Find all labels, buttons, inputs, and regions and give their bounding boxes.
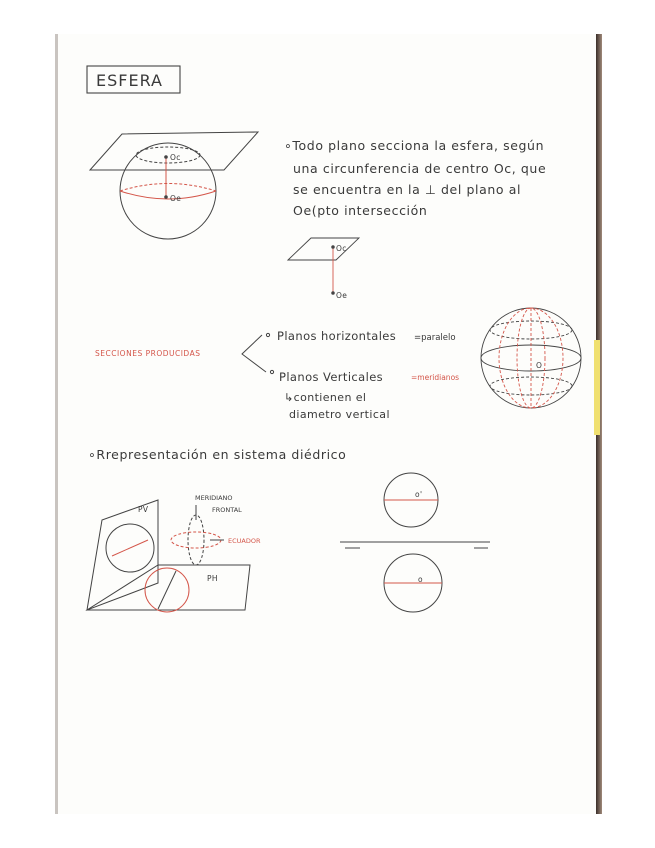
vertical-note: =meridianos: [411, 373, 460, 382]
page-title: ESFERA: [96, 71, 163, 90]
projection-bottom-label: o: [418, 575, 423, 584]
bullet-horizontal: [266, 333, 269, 336]
paragraph-line-2: una circunferencia de centro Oc, que: [293, 161, 547, 176]
secciones-label: SECCIONES PRODUCIDAS: [95, 349, 201, 358]
sub-line-1: ↳contienen el: [284, 391, 367, 404]
paragraph-line-1: ∘Todo plano secciona la esfera, según: [284, 138, 545, 153]
paragraph-line-3: se encuentra en la ⊥ del plano al: [293, 182, 522, 197]
projection-top-label: o': [415, 490, 423, 499]
pv-label: PV: [138, 505, 149, 514]
sphere-plane-figure: [90, 132, 258, 239]
dihedral-figure: [87, 500, 250, 612]
bullet-vertical: [270, 370, 273, 373]
fig2-oe-label: Oe: [336, 291, 348, 300]
meridiano-label-2: FRONTAL: [212, 506, 242, 514]
sub-line-2: diametro vertical: [289, 408, 390, 421]
meridiano-label-1: MERIDIANO: [195, 494, 233, 502]
representacion-heading: ∘Rrepresentación en sistema diédrico: [88, 447, 347, 462]
plane-perpendicular-figure: [288, 238, 359, 294]
horizontal-note: =paralelo: [414, 333, 456, 343]
ph-label: PH: [207, 574, 218, 583]
brace: [242, 335, 266, 372]
sphere-center-label: O: [536, 361, 543, 370]
paragraph-line-4: Oe(pto intersección: [293, 203, 428, 218]
sphere-meridians-figure: [481, 308, 581, 408]
planos-verticales: Planos Verticales: [279, 370, 384, 384]
ecuador-label: ECUADOR: [228, 537, 261, 545]
planos-horizontales: Planos horizontales: [277, 329, 397, 343]
fig1-oc-label: Oc: [170, 153, 181, 162]
fig1-oe-label: Oe: [170, 194, 182, 203]
fig2-oc-label: Oc: [336, 244, 347, 253]
